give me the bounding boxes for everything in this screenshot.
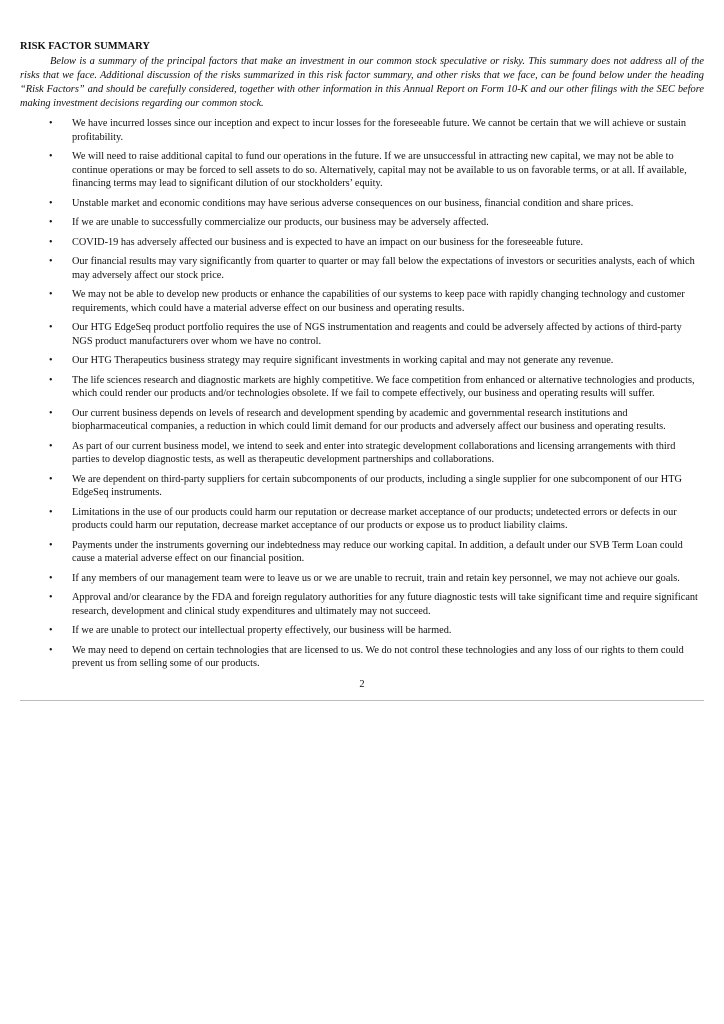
bullet-icon: • — [49, 440, 53, 452]
risk-text: We are dependent on third-party suppliers for certain subcomponents of our products, including a single supplier for one subcomponent of our HTG EdgeSeq instruments. — [72, 473, 682, 498]
list-item — [20, 236, 704, 250]
bullet-icon: • — [49, 197, 53, 209]
bullet-icon: • — [49, 407, 53, 419]
list-item — [20, 117, 704, 144]
bullet-icon: • — [49, 151, 53, 162]
bullet-icon: • — [49, 236, 53, 248]
list-item — [20, 591, 704, 618]
risk-text: COVID-19 has adversely affected our business and is expected to have an impact on our business for the foreseeable future. — [72, 236, 584, 248]
risk-text: We may need to depend on certain technologies that are licensed to us. We do not control these technologies and any loss of our rights to them could prevent us from selling some of our products. — [72, 644, 684, 669]
page-number: 2 — [359, 678, 365, 690]
list-item — [20, 624, 704, 638]
bullet-icon: • — [49, 355, 53, 366]
list-item — [20, 354, 704, 368]
bullet-icon: • — [49, 539, 53, 551]
bullet-icon: • — [49, 322, 53, 333]
bullet-icon: • — [49, 118, 53, 129]
risk-list — [20, 117, 704, 671]
bullet-icon: • — [49, 592, 53, 603]
intro-paragraph: Below is a summary of the principal factors that make an investment in our common stock speculative or risky. This summary does not address all of the risks that we face. Additional discussion of the risks summarized in this risk factor summary, and other risks that we face, can be found below under the heading “Risk Factors” and should be carefully considered, together with other information in this Annual Report on Form 10-K and our other filings with the SEC before making investment decisions regarding our common stock. — [20, 56, 704, 109]
list-item — [20, 644, 704, 671]
list-item — [20, 150, 704, 191]
bullet-icon: • — [49, 217, 53, 228]
risk-text: Payments under the instruments governing our indebtedness may reduce our working capital. In addition, a default under our SVB Term Loan could cause a material adverse effect on our financial position. — [72, 539, 683, 564]
list-item — [20, 506, 704, 533]
risk-text: We will need to raise additional capital to fund our operations in the future. If we are unsuccessful in attracting new capital, we may not be able to continue operations or may be forced to sell assets to do so. Alternatively, capital may not be available to us on favorable terms, or at all. If available, financing terms may lead to significant dilution of our stockholders’ equity. — [72, 151, 687, 189]
risk-text: Our HTG Therapeutics business strategy may require significant investments in working capital and may not generate any revenue. — [72, 355, 614, 366]
risk-text: Approval and/or clearance by the FDA and foreign regulatory authorities for any future diagnostic tests will take significant time and require significant research, development and clinical study expenditures and ultimately may not succeed. — [72, 592, 698, 617]
list-item — [20, 407, 704, 434]
bullet-icon: • — [49, 506, 53, 518]
bullet-icon: • — [49, 625, 53, 636]
risk-text: Unstable market and economic conditions may have serious adverse consequences on our business, financial condition and share prices. — [72, 197, 634, 209]
risk-text: Our current business depends on levels of research and development spending by academic and governmental research institutions and biopharmaceutical companies, a reduction in which could limit demand for our products and adversely affect our business and operating results. — [72, 407, 666, 432]
list-item — [20, 288, 704, 315]
list-item — [20, 374, 704, 401]
bullet-icon: • — [49, 289, 53, 300]
risk-text: Limitations in the use of our products could harm our reputation or decrease market acceptance of our products; undetected errors or defects in our products could harm our reputation, decrease market acceptance of our products or expose us to product liability claims. — [72, 506, 677, 531]
list-item — [20, 197, 704, 211]
list-item — [20, 539, 704, 566]
list-item — [20, 440, 704, 467]
risk-text: If we are unable to successfully commercialize our products, our business may be adversely affected. — [72, 217, 489, 228]
bullet-icon: • — [49, 256, 53, 267]
risk-text: We may not be able to develop new products or enhance the capabilities of our systems to keep pace with rapidly changing technology and customer requirements, which could have a material adverse effect on our business and operating results. — [72, 289, 685, 314]
risk-text: As part of our current business model, we intend to seek and enter into strategic development collaborations and licensing arrangements with third parties to develop diagnostic tests, as well as therapeutic development partnerships and collaborations. — [72, 440, 676, 465]
list-item — [20, 572, 704, 586]
risk-text: If we are unable to protect our intellectual property effectively, our business will be harmed. — [72, 625, 452, 636]
list-item — [20, 255, 704, 282]
risk-text: If any members of our management team were to leave us or we are unable to recruit, train and retain key personnel, we may not achieve our goals. — [72, 572, 680, 584]
bullet-icon: • — [49, 473, 53, 485]
list-item — [20, 473, 704, 500]
risk-text: The life sciences research and diagnostic markets are highly competitive. We face competition from enhanced or alternative technologies and products, which could render our products and/or technologies obsolete. If we fail to compete effectively, our business and operating results will suffer. — [72, 374, 695, 399]
section-heading: RISK FACTOR SUMMARY — [20, 41, 150, 52]
risk-text: Our HTG EdgeSeq product portfolio requires the use of NGS instrumentation and reagents and could be adversely affected by actions of third-party NGS product manufacturers over whom we have no control. — [72, 322, 682, 347]
bullet-icon: • — [49, 572, 53, 584]
risk-text: We have incurred losses since our inception and expect to incur losses for the foreseeable future. We cannot be certain that we will achieve or sustain profitability. — [72, 118, 687, 143]
page-divider — [20, 700, 704, 701]
risk-text: Our financial results may vary significantly from quarter to quarter or may fall below the expectations of investors or securities analysts, each of which may adversely affect our stock price. — [72, 256, 695, 281]
bullet-icon: • — [49, 644, 53, 656]
document-page — [20, 40, 704, 701]
bullet-icon: • — [49, 374, 53, 386]
list-item — [20, 321, 704, 348]
list-item — [20, 216, 704, 230]
